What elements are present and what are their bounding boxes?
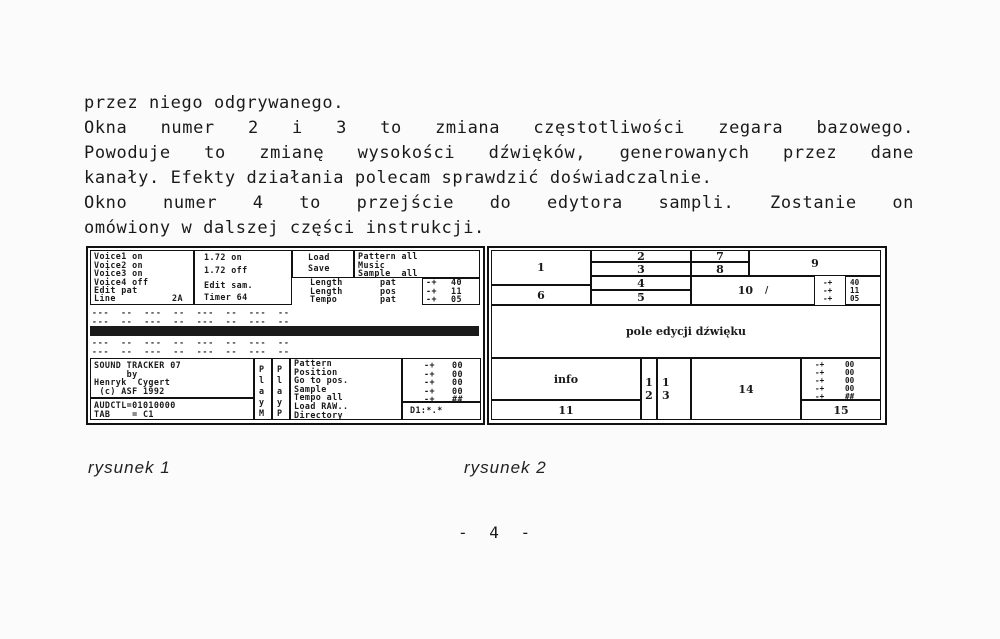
sound-edit-area: pole edycji dźwięku	[491, 305, 881, 358]
edit-sam-label: Edit sam.	[204, 281, 253, 290]
zone-13: 1 3	[657, 358, 691, 420]
voices-text: Voice1 on Voice2 on Voice3 on Voice4 off	[94, 252, 149, 287]
menu-values: 00 00 00 00 ##	[452, 361, 463, 404]
info-zone: info	[491, 358, 641, 400]
edit-pat-label: Edit pat	[94, 286, 138, 295]
drive-text: D1:*.*	[410, 406, 443, 415]
step-pm: -+ -+ -+	[426, 278, 437, 304]
title-text: SOUND TRACKER 07 by Henryk Cygert (c) ASF 1992	[94, 361, 182, 396]
freq-2: 1.72 off	[204, 266, 248, 275]
freq-1: 1.72 on	[204, 253, 243, 262]
zone-7: 7	[691, 250, 749, 262]
menu-pm: -+ -+ -+ -+ -+	[424, 361, 435, 404]
zone-15: 15	[801, 400, 881, 420]
figure-1-screen	[86, 246, 485, 425]
zone-right-vals: 00 00 00 00 ##	[845, 360, 855, 401]
line-value: 2A	[172, 294, 183, 303]
save-label: Save	[308, 264, 330, 273]
play-p-text: P l a y P	[277, 364, 283, 418]
paragraph-line-1: przez niego odgrywanego.	[84, 93, 345, 113]
paragraph-line-3: Powoduje to zmianę wysokości dźwięków, generowanych przez dane	[84, 143, 914, 163]
zone-10-pm: -+ -+ -+	[823, 278, 833, 303]
menu-text: Pattern Position Go to pos. Sample Tempo all Load RAW.. Directory	[294, 359, 349, 420]
load-label: Load	[308, 253, 330, 262]
paragraph-line-6: omówiony w dalszej części instrukcji.	[84, 218, 485, 238]
zone-11: 11	[491, 400, 641, 420]
zone-right-values	[801, 358, 881, 400]
play-m-text: P l a y M	[259, 364, 265, 418]
zone-6: 6	[491, 285, 591, 305]
zone-1: 1	[491, 250, 591, 285]
timer-label: Timer 64	[204, 293, 248, 302]
line-label: Line	[94, 294, 116, 303]
paragraph-line-5: Okno numer 4 to przejście do edytora sampli. Zostanie on	[84, 193, 914, 213]
zone-8: 8	[691, 262, 749, 276]
zone-9: 9	[749, 250, 881, 276]
zone-right-pm: -+ -+ -+ -+ -+	[815, 360, 825, 401]
page-number: - 4 -	[458, 523, 537, 542]
zone-4: 4	[591, 276, 691, 290]
length-values: pat pos pat	[380, 278, 397, 304]
pattern-cursor-bar	[90, 326, 479, 336]
step-values: 40 11 05	[451, 278, 462, 304]
zone-10: 10 /	[691, 276, 815, 305]
caption-figure-2: rysunek 2	[464, 458, 547, 477]
caption-figure-1: rysunek 1	[88, 458, 171, 477]
length-labels: Length Length Tempo	[310, 278, 343, 304]
zone-2: 2	[591, 250, 691, 262]
zone-12: 1 2	[641, 358, 657, 420]
zone-5: 5	[591, 290, 691, 305]
figure-2-layout	[487, 246, 887, 425]
zone-3: 3	[591, 262, 691, 276]
paragraph-line-4: kanały. Efekty działania polecam sprawdzić doświadczalnie.	[84, 168, 713, 188]
pattern-rows-bottom: --- -- --- -- --- -- --- -- --- -- --- -- --- -- --- --	[92, 338, 290, 356]
zone-10-values-box: 40 11 05	[845, 276, 881, 305]
menu-values-box	[402, 358, 481, 402]
zone-14: 14	[691, 358, 801, 420]
audctl-text: AUDCTL=01010000 TAB = C1	[94, 401, 176, 419]
pattern-rows-top: --- -- --- -- --- -- --- -- --- -- --- -- --- -- --- --	[92, 308, 290, 326]
mode-options: Pattern all Music Sample all	[358, 252, 418, 278]
paragraph-line-2: Okna numer 2 i 3 to zmiana częstotliwości zegara bazowego.	[84, 118, 914, 138]
